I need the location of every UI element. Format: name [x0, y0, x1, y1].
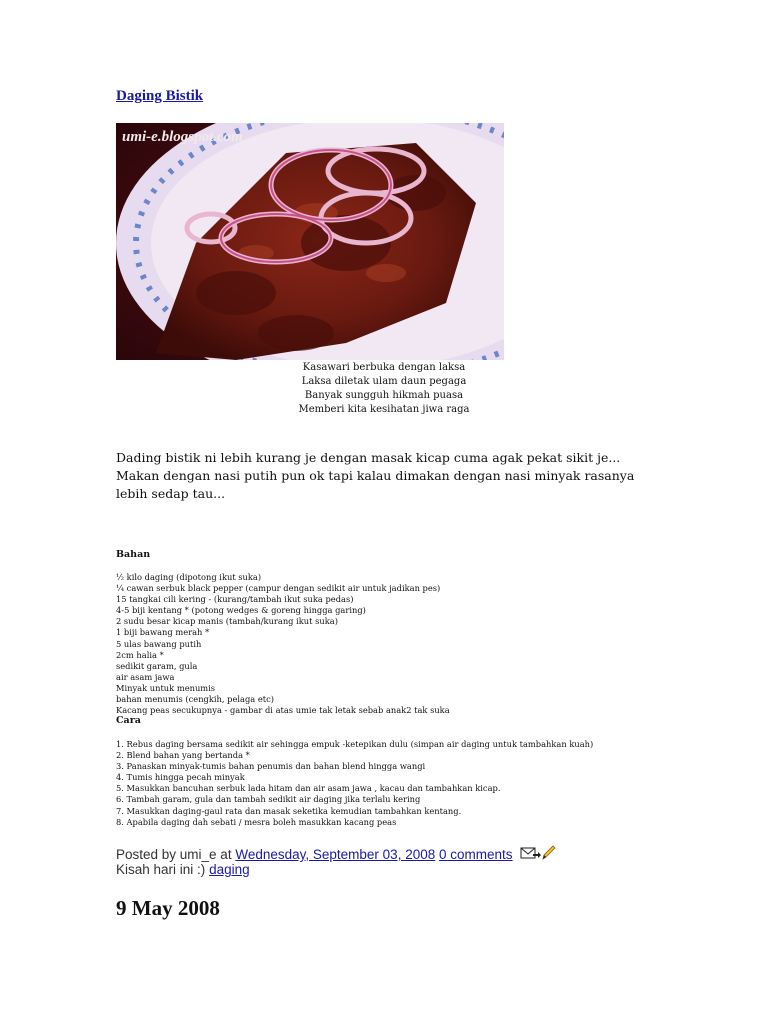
intro-line: Dading bistik ni lebih kurang je dengan masak kicap cuma agak pekat sikit je... [116, 450, 621, 465]
ingredient-item: air asam jawa [116, 671, 175, 682]
step-item: 6. Tambah garam, gula dan tambah sedikit air daging jika terlalu kering [116, 794, 421, 805]
bahan-heading: Bahan [116, 549, 151, 560]
cara-heading: Cara [116, 715, 141, 726]
ingredient-item: 2cm halia * [116, 649, 164, 660]
post-action-icons [520, 845, 556, 864]
ingredient-item: sedikit garam, gula [116, 660, 198, 671]
intro-line: Makan dengan nasi putih pun ok tapi kalau dimakan dengan nasi minyak rasanya [116, 468, 635, 483]
post-date-link[interactable]: Wednesday, September 03, 2008 [235, 847, 436, 862]
ingredient-item: 2 sudu besar kicap manis (tambah/kurang ikut suka) [116, 616, 338, 627]
ingredients-list [116, 572, 450, 716]
ingredient-item: bahan menumis (cengkih, pelaga etc) [116, 694, 275, 705]
poem-line: Banyak sungguh hikmah puasa [304, 390, 464, 401]
step-item: 3. Panaskan minyak-tumis bahan penumis dan bahan blend hingga wangi [116, 761, 426, 772]
ingredient-item: ½ kilo daging (dipotong ikut suka) [116, 572, 262, 582]
post-labels-line [116, 862, 250, 877]
step-item: 5. Masukkan bancuhan serbuk lada hitam dan air asam jawa , kacau dan tambahkan kicap. [116, 783, 501, 794]
step-item: 8. Apabila daging dah sebati / mesra boleh masukkan kacang peas [116, 816, 397, 827]
label-link-daging[interactable]: daging [209, 862, 250, 877]
ingredient-item: Kacang peas secukupnya - gambar di atas umie tak letak sebab anak2 tak suka [116, 705, 450, 716]
comments-link[interactable]: 0 comments [439, 847, 513, 862]
poem [236, 361, 532, 417]
step-item: 7. Masukkan daging-gaul rata dan masak seketika kemudian tambahkan kentang. [116, 805, 462, 816]
ingredient-item: 5 ulas bawang putih [116, 638, 202, 649]
date-header: 9 May 2008 [116, 896, 220, 920]
poem-line: Kasawari berbuka dengan laksa [302, 362, 466, 373]
email-post-icon[interactable] [521, 848, 541, 858]
ingredient-item: 4-5 biji kentang * (potong wedges & goreng hingga garing) [116, 605, 366, 616]
ingredient-item: ¼ cawan serbuk black pepper (campur dengan sedikit air untuk jadikan pes) [116, 583, 441, 594]
labels-prefix: Kisah hari ini :) [116, 862, 206, 877]
food-photo [116, 123, 504, 360]
ingredient-item: Minyak untuk menumis [116, 682, 216, 693]
intro-line: lebih sedap tau... [116, 486, 226, 501]
step-item: 1. Rebus daging bersama sedikit air sehingga empuk -ketepikan dulu (simpan air daging untuk tambahkan kuah) [116, 739, 594, 749]
step-item: 2. Blend bahan yang bertanda * [116, 750, 250, 761]
posted-by-text: Posted by umi_e at [116, 847, 232, 862]
photo-watermark: umi-e.blogspot.com [122, 129, 243, 145]
beef-steak-image [116, 123, 504, 360]
ingredient-item: 15 tangkai cili kering - (kurang/tambah ikut suka pedas) [116, 594, 354, 605]
post-title-link[interactable]: Daging Bistik [116, 88, 204, 104]
intro-paragraph [116, 449, 636, 503]
ingredient-item: 1 biji bawang merah * [116, 627, 210, 638]
poem-line: Memberi kita kesihatan jiwa raga [298, 404, 470, 415]
steps-list [116, 739, 593, 828]
poem-line: Laksa diletak ulam daun pegaga [301, 376, 467, 387]
step-item: 4. Tumis hingga pecah minyak [116, 772, 245, 783]
edit-post-icon[interactable] [543, 846, 555, 859]
